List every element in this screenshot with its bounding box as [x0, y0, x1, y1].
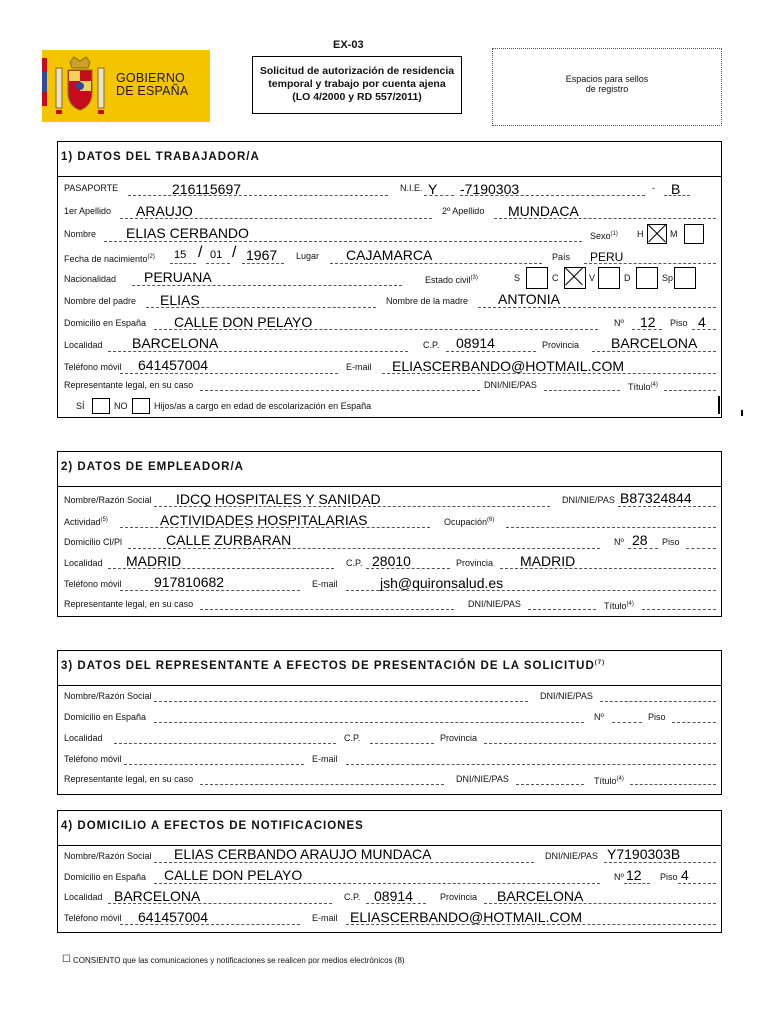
- value-localidad-notif[interactable]: BARCELONA: [114, 888, 201, 904]
- value-empleador-dni[interactable]: B87324844: [620, 490, 692, 506]
- value-telefono[interactable]: 641457004: [138, 357, 209, 373]
- label-provincia-rep: Provincia: [440, 733, 478, 743]
- value-actividad[interactable]: ACTIVIDADES HOSPITALARIAS: [160, 512, 368, 528]
- label-razon-social-rep: Nombre/Razón Social: [64, 691, 152, 701]
- label-fecha-nacimiento: Fecha de nacimiento$^{(2)}$: [64, 254, 155, 264]
- value-apellido-2[interactable]: MUNDACA: [508, 203, 579, 219]
- label-sexo: Sexo$^{(1)}$: [590, 231, 618, 241]
- label-num-rep: Nº: [594, 712, 604, 722]
- label-representante: Representante legal, en su caso: [64, 380, 194, 390]
- value-provincia-notif[interactable]: BARCELONA: [497, 888, 584, 904]
- label-num-notif: Nº: [614, 872, 624, 882]
- label-localidad-rep: Localidad: [64, 733, 103, 743]
- value-localidad-empleador[interactable]: MADRID: [126, 553, 182, 569]
- label-telefono: Teléfono móvil: [64, 362, 122, 372]
- label-representante-dni: DNI/NIE/PAS: [484, 380, 537, 390]
- value-dni-notif[interactable]: Y7190303B: [607, 846, 681, 862]
- value-nombre[interactable]: ELIAS CERBANDO: [126, 225, 249, 241]
- value-lugar[interactable]: CAJAMARCA: [346, 247, 433, 263]
- margin-mark: [718, 396, 720, 414]
- form-code: EX-03: [333, 39, 364, 51]
- label-razon-social: Nombre/Razón Social: [64, 495, 152, 505]
- label-representante-empleador-dni: DNI/NIE/PAS: [468, 599, 521, 609]
- registry-stamp-area: [492, 48, 722, 126]
- label-pais: País: [552, 252, 571, 262]
- value-nie-control[interactable]: B: [671, 181, 681, 197]
- label-madre: Nombre de la madre: [386, 296, 469, 306]
- value-num-notif[interactable]: 12: [626, 867, 642, 883]
- label-domicilio: Domicilio en España: [64, 318, 147, 328]
- label-cp-notif: C.P.: [344, 892, 361, 902]
- label-representante-rep-dni: DNI/NIE/PAS: [456, 774, 509, 784]
- value-num-empleador[interactable]: 28: [632, 532, 648, 548]
- label-piso-empleador: Piso: [662, 537, 680, 547]
- value-piso-notif[interactable]: 4: [681, 867, 689, 883]
- label-domicilio-empleador: Domicilio Cl/Pl: [64, 537, 123, 547]
- consent-text: CONSIENTO que las comunicaciones y notificaciones se realicen por medios electrónicos (8): [73, 956, 405, 965]
- value-localidad[interactable]: BARCELONA: [132, 335, 219, 351]
- label-estado-sp: Sp: [662, 273, 674, 283]
- value-telefono-empleador[interactable]: 917810682: [154, 574, 225, 590]
- label-email-notif: E-mail: [312, 913, 338, 923]
- label-hijos-no: NO: [114, 401, 128, 411]
- label-ocupacion: Ocupación$^{(6)}$: [444, 517, 495, 527]
- label-padre: Nombre del padre: [64, 296, 137, 306]
- value-pais[interactable]: PERU: [590, 250, 624, 264]
- label-piso-rep: Piso: [648, 712, 666, 722]
- checkbox-estado-viudo[interactable]: [598, 267, 620, 289]
- value-email[interactable]: ELIASCERBANDO@HOTMAIL.COM: [392, 358, 625, 374]
- consent-checkbox[interactable]: ☐: [62, 954, 71, 965]
- value-madre[interactable]: ANTONIA: [498, 291, 560, 307]
- stamp-label-1: Espacios para sellos: [565, 74, 649, 84]
- label-piso-notif: Piso: [660, 872, 678, 882]
- flag-stripe-red-top: [42, 58, 47, 72]
- label-cp-empleador: C.P.: [346, 558, 363, 568]
- label-cp: C.P.: [423, 340, 440, 350]
- label-representante-empleador: Representante legal, en su caso: [64, 599, 194, 609]
- section-2-title: 2) DATOS DE EMPLEADOR/A: [61, 461, 244, 473]
- label-apellido-2: 2º Apellido: [442, 206, 485, 216]
- value-dia[interactable]: 15: [174, 249, 187, 261]
- label-sexo-h: H: [637, 229, 644, 239]
- label-cp-rep: C.P.: [344, 733, 361, 743]
- label-estado-c: C: [552, 273, 559, 283]
- section-3-title: 3) DATOS DEL REPRESENTANTE A EFECTOS DE PRESENTACIÓN DE LA SOLICITUD$^{(7)}$: [61, 660, 606, 672]
- label-actividad: Actividad$^{(5)}$: [64, 517, 108, 527]
- label-email-empleador: E-mail: [312, 579, 338, 589]
- value-nie-letter[interactable]: Y: [428, 181, 438, 197]
- date-slash-2: /: [232, 244, 237, 261]
- label-titulo-rep: Título$^{(4)}$: [594, 776, 624, 786]
- label-email: E-mail: [346, 362, 372, 372]
- value-razon-social-notif[interactable]: ELIAS CERBANDO ARAUJO MUNDACA: [174, 846, 432, 862]
- value-cp-notif[interactable]: 08914: [374, 888, 413, 904]
- label-hijos: Hijos/as a cargo en edad de escolarización en España: [154, 401, 372, 411]
- value-padre[interactable]: ELIAS: [160, 292, 200, 308]
- label-estado-civil: Estado civil$^{(3)}$: [425, 275, 478, 285]
- form-title-line-1: Solicitud de autorización de residencia: [259, 65, 455, 77]
- label-titulo: Título$^{(4)}$: [628, 382, 658, 392]
- coat-of-arms-icon: [52, 54, 108, 118]
- label-lugar: Lugar: [296, 251, 320, 261]
- label-provincia: Provincia: [542, 340, 580, 350]
- flag-stripe-yellow: [42, 72, 47, 92]
- logo-text: GOBIERNO DE ESPAÑA: [116, 71, 189, 98]
- label-localidad: Localidad: [64, 340, 103, 350]
- checkbox-sexo-m[interactable]: [684, 224, 704, 244]
- label-dni-notif: DNI/NIE/PAS: [545, 851, 598, 861]
- value-provincia[interactable]: BARCELONA: [611, 335, 698, 351]
- value-razon-social[interactable]: IDCQ HOSPITALES Y SANIDAD: [176, 491, 381, 507]
- label-email-rep: E-mail: [312, 754, 338, 764]
- value-nie-number[interactable]: -7190303: [460, 181, 520, 197]
- checkbox-estado-soltero[interactable]: [526, 267, 548, 289]
- checkbox-estado-divorciado[interactable]: [636, 267, 658, 289]
- label-nombre: Nombre: [64, 229, 97, 239]
- label-estado-s: S: [514, 273, 521, 283]
- label-provincia-notif: Provincia: [440, 892, 478, 902]
- label-domicilio-rep: Domicilio en España: [64, 712, 147, 722]
- label-piso: Piso: [670, 318, 688, 328]
- checkbox-estado-casado[interactable]: [564, 267, 586, 289]
- section-notifications: [57, 810, 722, 846]
- label-representante-rep: Representante legal, en su caso: [64, 774, 194, 784]
- margin-mark-2: [741, 410, 743, 416]
- stamp-label-2: de registro: [585, 84, 629, 94]
- label-hijos-si: SÍ: [76, 401, 85, 411]
- label-estado-d: D: [624, 273, 631, 283]
- label-estado-v: V: [589, 273, 596, 283]
- value-provincia-empleador[interactable]: MADRID: [520, 553, 576, 569]
- value-cp[interactable]: 08914: [456, 335, 495, 351]
- value-email-empleador[interactable]: jsh@quironsalud.es: [380, 575, 504, 591]
- label-provincia-empleador: Provincia: [456, 558, 494, 568]
- value-num[interactable]: 12: [640, 314, 656, 330]
- label-apellido-1: 1er Apellido: [64, 206, 112, 216]
- value-pasaporte[interactable]: 216115697: [172, 181, 242, 197]
- checkbox-estado-separado[interactable]: [674, 267, 696, 289]
- section-representative: [57, 650, 722, 686]
- date-slash-1: /: [198, 244, 203, 261]
- label-nie: N.I.E.: [400, 183, 423, 193]
- section-employer: [57, 451, 722, 487]
- checkbox-hijos-si[interactable]: [92, 398, 110, 414]
- label-pasaporte: PASAPORTE: [64, 183, 119, 193]
- value-apellido-1[interactable]: ARAUJO: [136, 203, 193, 219]
- government-logo: [42, 50, 210, 122]
- section-4-title: 4) DOMICILIO A EFECTOS DE NOTIFICACIONES: [61, 820, 364, 832]
- label-dni-rep: DNI/NIE/PAS: [540, 691, 593, 701]
- value-domicilio-empleador[interactable]: CALLE ZURBARAN: [166, 532, 292, 548]
- label-sexo-m: M: [670, 229, 678, 239]
- section-worker: [57, 141, 722, 177]
- label-nie-dash: -: [652, 183, 655, 193]
- form-title-line-3: (LO 4/2000 y RD 557/2011): [292, 91, 422, 103]
- label-telefono-rep: Teléfono móvil: [64, 754, 122, 764]
- label-empleador-dni: DNI/NIE/PAS: [562, 495, 615, 505]
- value-telefono-notif[interactable]: 641457004: [138, 909, 209, 925]
- checkbox-hijos-no[interactable]: [132, 398, 150, 414]
- label-domicilio-notif: Domicilio en España: [64, 872, 147, 882]
- label-num-empleador: Nº: [614, 537, 624, 547]
- label-razon-social-notif: Nombre/Razón Social: [64, 851, 152, 861]
- value-email-notif[interactable]: ELIASCERBANDO@HOTMAIL.COM: [350, 909, 583, 925]
- value-piso[interactable]: 4: [698, 314, 706, 330]
- flag-stripe-red-bottom: [42, 92, 47, 106]
- form-title-line-2: temporal y trabajo por cuenta ajena: [268, 78, 446, 90]
- label-telefono-notif: Teléfono móvil: [64, 913, 122, 923]
- value-nacionalidad[interactable]: PERUANA: [144, 269, 212, 285]
- value-cp-empleador[interactable]: 28010: [372, 553, 411, 569]
- value-mes[interactable]: 01: [210, 249, 223, 261]
- section-1-title: 1) DATOS DEL TRABAJADOR/A: [61, 151, 260, 163]
- value-domicilio-notif[interactable]: CALLE DON PELAYO: [164, 867, 303, 883]
- label-titulo-empleador: Título$^{(4)}$: [604, 601, 634, 611]
- label-telefono-empleador: Teléfono móvil: [64, 579, 122, 589]
- label-nacionalidad: Nacionalidad: [64, 274, 117, 284]
- label-localidad-empleador: Localidad: [64, 558, 103, 568]
- label-localidad-notif: Localidad: [64, 892, 103, 902]
- label-num: Nº: [614, 318, 624, 328]
- value-anio[interactable]: 1967: [246, 247, 278, 263]
- checkbox-sexo-h[interactable]: [647, 224, 667, 244]
- form-title-box: [252, 56, 462, 114]
- value-domicilio[interactable]: CALLE DON PELAYO: [174, 314, 313, 330]
